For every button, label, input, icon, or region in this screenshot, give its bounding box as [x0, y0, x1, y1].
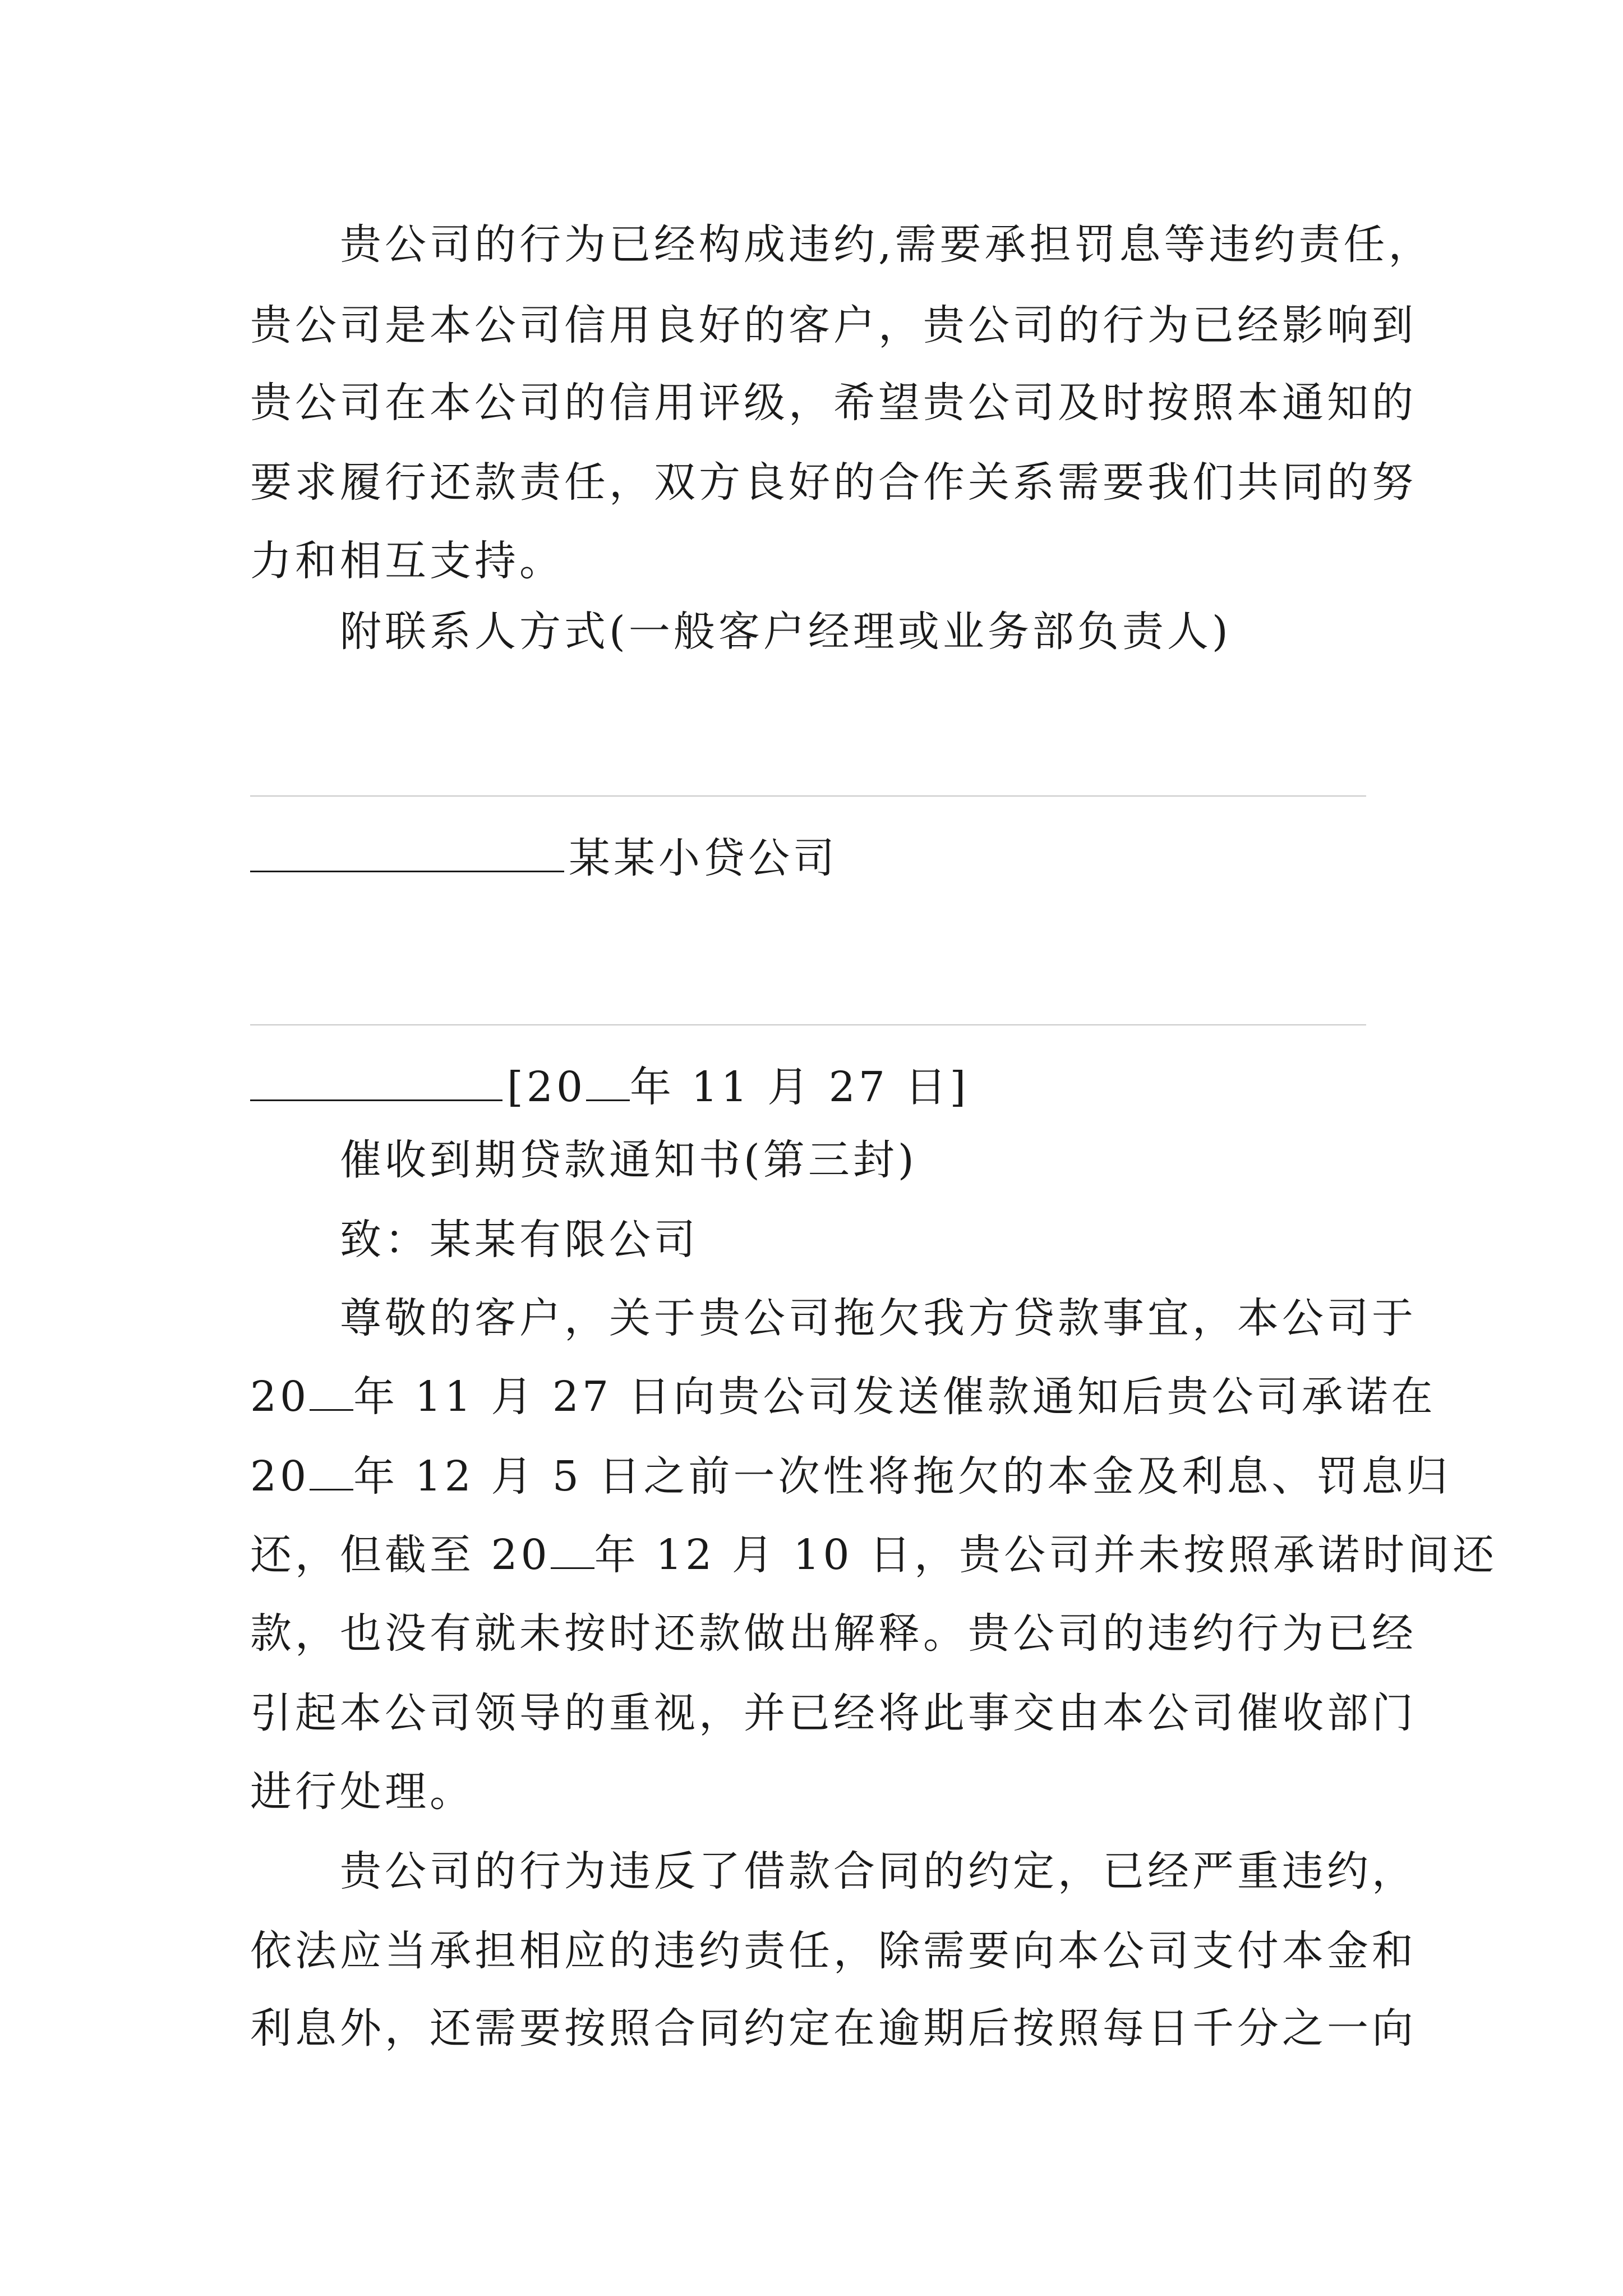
year-blank — [586, 1062, 630, 1101]
date-blank — [250, 1060, 502, 1101]
paragraph-2-line-3-prefix: 20 — [250, 1452, 310, 1501]
year-blank — [551, 1530, 594, 1569]
paragraph-3-line-3: 利息外，还需要按照合同约定在逾期后按照每日千分之一向 — [250, 2004, 1417, 2053]
paragraph-2-line-6: 引起本公司领导的重视，并已经将此事交由本公司催收部门 — [250, 1689, 1417, 1737]
paragraph-2-line-4 — [250, 1527, 1497, 1583]
paragraph-2-line-4-suffix: 年 12 月 10 日，贵公司并未按照承诺时间还 — [594, 1531, 1498, 1579]
paragraph-2-line-5: 款，也没有就未按时还款做出解释。贵公司的违约行为已经 — [250, 1609, 1417, 1658]
paragraph-2-line-4-prefix: 还，但截至 20 — [250, 1531, 551, 1579]
addressee: 致：某某有限公司 — [340, 1216, 699, 1264]
date-suffix: 年 11 月 27 日] — [630, 1063, 970, 1111]
year-blank — [310, 1452, 353, 1490]
paragraph-2-line-3 — [250, 1448, 1451, 1504]
paragraph-1-line-2: 贵公司是本公司信用良好的客户，贵公司的行为已经影响到 — [250, 301, 1417, 349]
paragraph-2-line-2 — [250, 1369, 1436, 1425]
divider-rule — [250, 1024, 1366, 1025]
notice-title: 催收到期贷款通知书(第三封) — [340, 1136, 917, 1184]
paragraph-3-line-2: 依法应当承担相应的违约责任，除需要向本公司支付本金和 — [250, 1927, 1417, 1975]
company-signature-line — [250, 830, 838, 886]
company-signature: 某某小贷公司 — [569, 834, 838, 882]
paragraph-1-line-1: 贵公司的行为已经构成违约,需要承担罚息等违约责任， — [340, 220, 1433, 269]
paragraph-2-line-2-prefix: 20 — [250, 1373, 310, 1421]
paragraph-2-line-7: 进行处理。 — [250, 1768, 474, 1816]
paragraph-3-line-1: 贵公司的行为违反了借款合同的约定，已经严重违约， — [340, 1847, 1417, 1895]
paragraph-2-line-1: 尊敬的客户，关于贵公司拖欠我方贷款事宜，本公司于 — [340, 1294, 1417, 1342]
date-line — [250, 1059, 969, 1115]
divider-rule — [250, 795, 1366, 797]
date-prefix: [20 — [507, 1063, 587, 1111]
paragraph-1-line-4: 要求履行还款责任，双方良好的合作关系需要我们共同的努 — [250, 458, 1417, 507]
signature-blank — [250, 831, 564, 872]
paragraph-2-line-2-suffix: 年 11 月 27 日向贵公司发送催款通知后贵公司承诺在 — [353, 1373, 1436, 1421]
year-blank — [310, 1372, 353, 1411]
paragraph-2-line-3-suffix: 年 12 月 5 日之前一次性将拖欠的本金及利息、罚息归 — [353, 1452, 1451, 1501]
paragraph-1-line-3: 贵公司在本公司的信用评级，希望贵公司及时按照本通知的 — [250, 379, 1417, 427]
paragraph-1-line-5: 力和相互支持。 — [250, 537, 564, 585]
contact-line: 附联系人方式(一般客户经理或业务部负责人) — [340, 608, 1232, 656]
